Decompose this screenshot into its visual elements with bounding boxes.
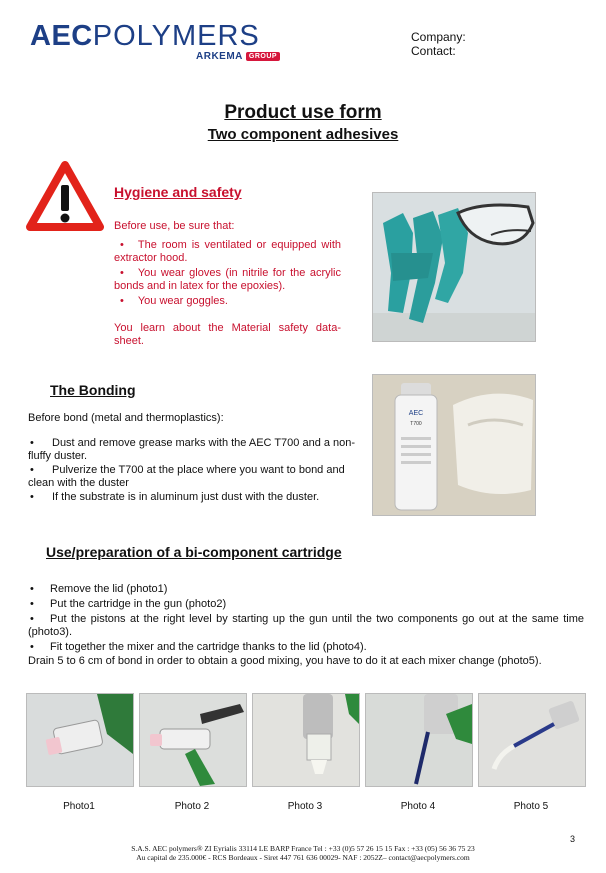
photo-5-caption: Photo 5 <box>513 801 549 812</box>
page-title: Product use form <box>224 102 382 123</box>
warning-icon <box>26 160 104 232</box>
gloves-goggles-photo <box>372 192 536 342</box>
usage-item: • Put the pistons at the right level by starting up the gun until the two components go out at the same time (photo3). <box>28 613 584 638</box>
can-label-brand: AEC <box>408 410 424 417</box>
footer-line-1: S.A.S. AEC polymers® ZI Eyrialis 33114 LE BARP France Tel : +33 (0)5 57 26 15 15 Fax : +33 (05) 56 36 75 23 <box>131 844 475 853</box>
logo-group-badge: GROUP <box>246 52 280 61</box>
photo-5-image <box>478 693 586 787</box>
photo-2-image <box>139 693 247 787</box>
usage-item: • Fit together the mixer and the cartridge thanks to the lid (photo4). <box>30 641 367 653</box>
page-subtitle: Two component adhesives <box>207 126 399 143</box>
hygiene-note: You learn about the Material safety data-sheet. <box>114 322 341 347</box>
logo-brand-thin: POLYMERS <box>92 20 260 52</box>
usage-closing: Drain 5 to 6 cm of bond in order to obtain a good mixing, you have to do it at each mixer change (photo5). <box>28 655 542 667</box>
company-logo <box>30 20 260 53</box>
usage-list <box>28 583 584 654</box>
usage-item: • Remove the lid (photo1) <box>30 583 168 595</box>
hygiene-item: • You wear goggles. <box>114 295 341 308</box>
bonding-item: • Dust and remove grease marks with the AEC T700 and a non-fluffy duster. <box>28 437 356 462</box>
usage-item: • Put the cartridge in the gun (photo2) <box>30 598 227 610</box>
hygiene-list <box>114 239 341 308</box>
photo-2-caption: Photo 2 <box>174 801 210 812</box>
footer-line-2: Au capital de 235.000€ - RCS Bordeaux - Siret 447 761 636 00029- NAF : 2052Z– contact@aecpolymers.com <box>136 853 470 862</box>
photo-4-image <box>365 693 473 787</box>
hygiene-intro: Before use, be sure that: <box>114 220 235 232</box>
footer <box>0 844 606 862</box>
photo-3-caption: Photo 3 <box>287 801 323 812</box>
hygiene-heading: Hygiene and safety <box>114 184 242 200</box>
bonding-item: • If the substrate is in aluminum just dust with the duster. <box>30 491 320 503</box>
photo-1-image <box>26 693 134 787</box>
logo-brand-bold: AEC <box>30 20 93 52</box>
logo-arkema-text: ARKEMA <box>196 51 243 62</box>
page-number: 3 <box>570 834 576 844</box>
photo-4-caption: Photo 4 <box>400 801 436 812</box>
usage-text <box>28 583 584 668</box>
t700-can-photo <box>372 374 536 516</box>
bonding-item: • Pulverize the T700 at the place where you want to bond and clean with the duster <box>28 464 345 489</box>
photo-1-caption: Photo1 <box>63 801 95 812</box>
logo-arkema <box>196 51 280 62</box>
usage-heading: Use/preparation of a bi-component cartridge <box>46 544 342 560</box>
company-label: Company: <box>411 30 466 44</box>
can-label-product: T700 <box>410 421 422 427</box>
company-contact-block <box>411 30 466 58</box>
hygiene-item: • You wear gloves (in nitrile for the acrylic bonds and in latex for the epoxies). <box>114 267 341 293</box>
hygiene-item: • The room is ventilated or equipped with extractor hood. <box>114 239 341 265</box>
bonding-intro: Before bond (metal and thermoplastics): <box>28 412 224 424</box>
bonding-heading: The Bonding <box>50 382 136 398</box>
bonding-text <box>28 412 358 505</box>
contact-label: Contact: <box>411 44 456 58</box>
bonding-list <box>28 437 358 504</box>
hygiene-text <box>114 220 341 354</box>
photo-3-image <box>252 693 360 787</box>
